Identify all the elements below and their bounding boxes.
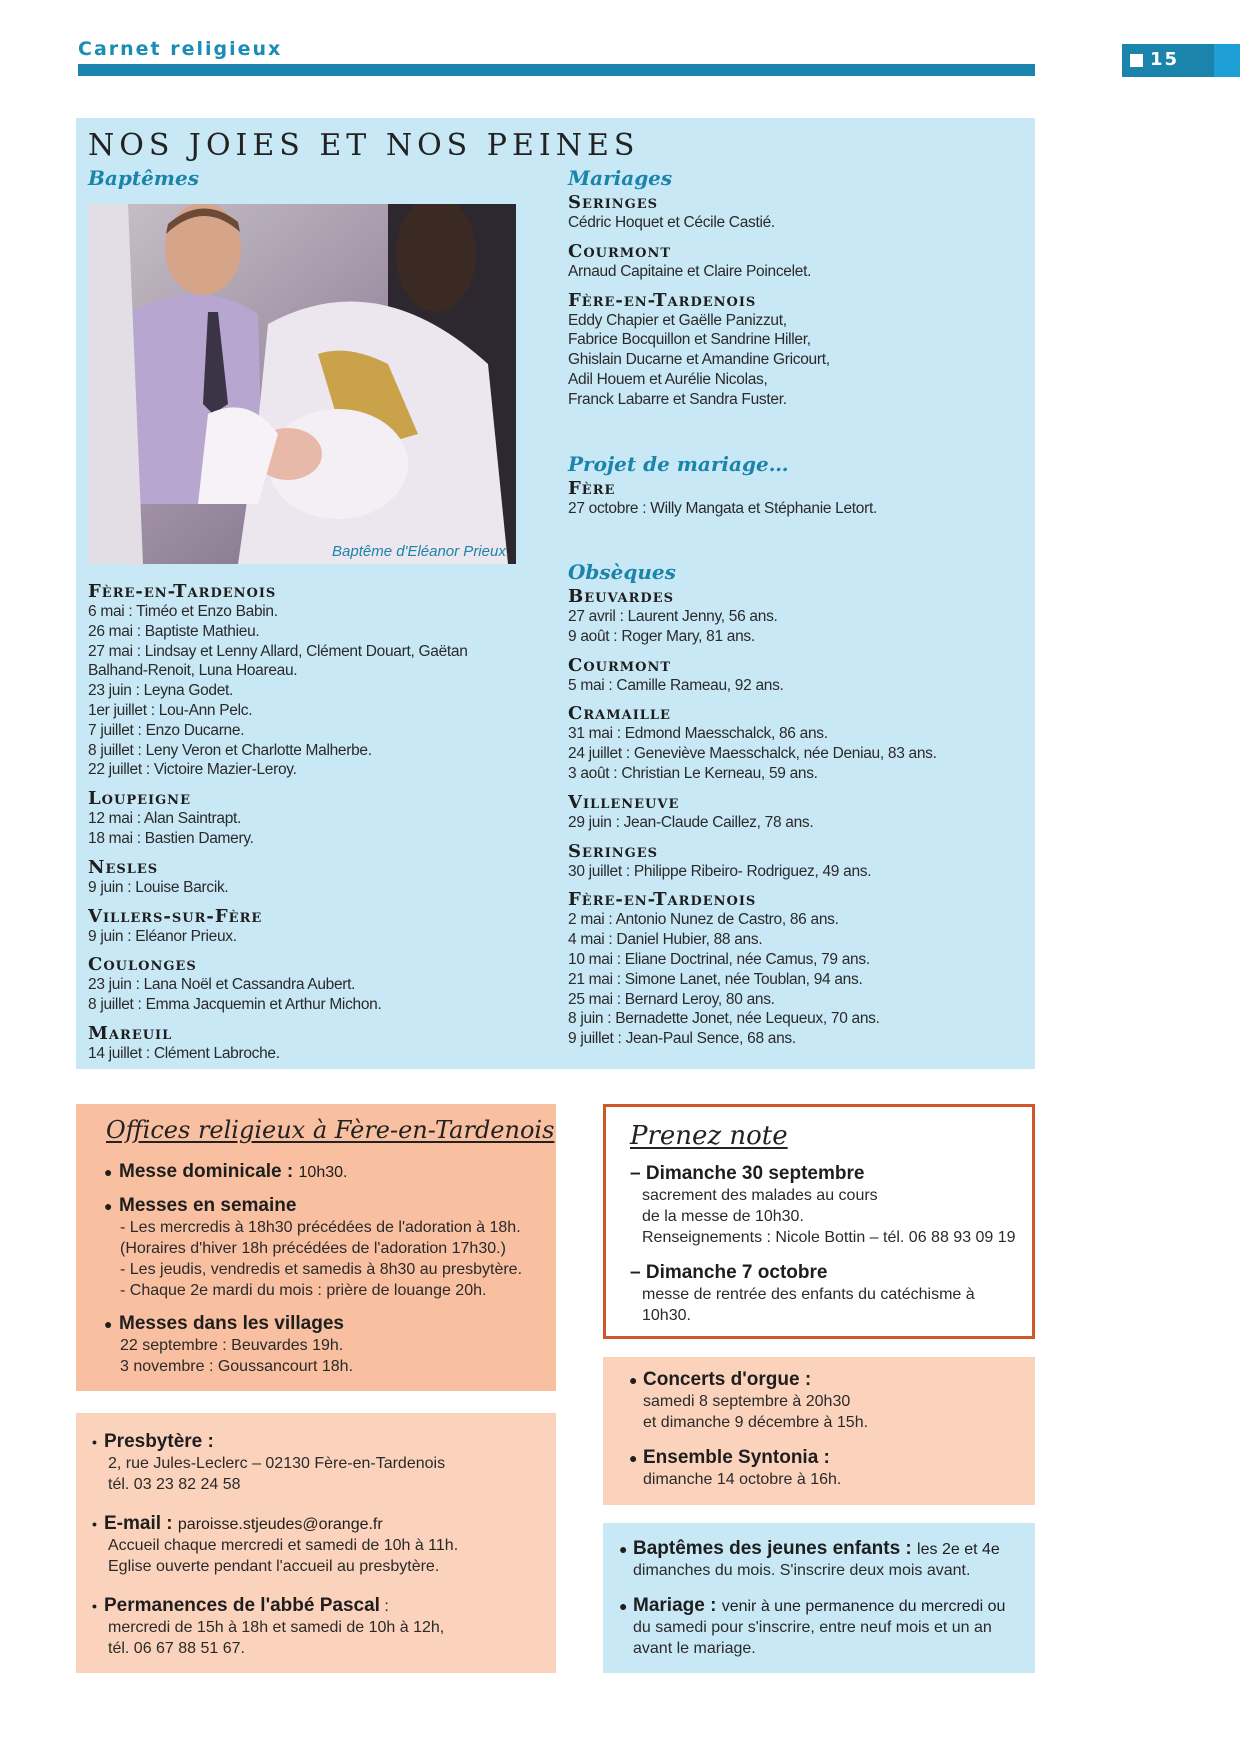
entry-line: 12 mai : Alan Saintrapt.	[88, 810, 242, 828]
place-entries	[568, 676, 1018, 696]
semaine-line: - Chaque 2e mardi du mois : prière de louange 20h.	[120, 1282, 487, 1299]
prenez-item-1	[630, 1163, 1030, 1248]
entry-line: 7 juillet : Enzo Ducarne.	[88, 721, 245, 739]
entry-line: 25 mai : Bernard Leroy, 80 ans.	[568, 990, 775, 1008]
permanences-colon: :	[379, 1598, 389, 1615]
entry-line: Cédric Hoquet et Cécile Castié.	[568, 214, 775, 231]
messe-dominicale	[104, 1161, 347, 1183]
place-name: Fère-en-Tardenois	[568, 289, 757, 311]
bapteme-photo	[88, 204, 516, 564]
offices-title: Offices religieux à Fère-en-Tardenois	[106, 1116, 555, 1144]
enfants-line: dimanches du mois. S'inscrire deux mois avant.	[633, 1562, 971, 1579]
email-block	[92, 1513, 542, 1577]
projet-list	[568, 470, 1018, 519]
place-name: Nesles	[88, 856, 159, 878]
entry-line: 29 juin : Jean-Claude Caillez, 78 ans.	[568, 813, 814, 831]
entry-line: 8 juin : Bernadette Jonet, née Lequeux, 70 ans.	[568, 1010, 880, 1028]
orgue-line: samedi 8 septembre à 20h30	[643, 1393, 851, 1410]
place-entries	[88, 975, 538, 1015]
email-line: Eglise ouverte pendant l'accueil au presbytère.	[108, 1558, 440, 1575]
enfants-text: les 2e et 4e	[917, 1541, 1000, 1558]
enfants-label: Baptêmes des jeunes enfants :	[633, 1538, 912, 1559]
villages-line: 22 septembre : Beuvardes 19h.	[120, 1337, 344, 1354]
entry-line: 9 juin : Eléanor Prieux.	[88, 927, 237, 945]
baptemes-list	[88, 573, 538, 1064]
orgue-block	[629, 1369, 1019, 1433]
place-name: Coulonges	[88, 954, 197, 976]
entry-line: Arnaud Capitaine et Claire Poincelet.	[568, 262, 812, 280]
enfants-block	[619, 1538, 1024, 1581]
entry-line: 1er juillet : Lou-Ann Pelc.	[88, 701, 253, 719]
baptemes-heading: Baptêmes	[88, 166, 199, 190]
item1-line: sacrement des malades au cours	[642, 1187, 878, 1204]
page-number-tab	[1122, 44, 1240, 77]
villages-label: Messes dans les villages	[119, 1313, 344, 1334]
entry-line: 27 octobre : Willy Mangata et Stéphanie Letort.	[568, 500, 878, 517]
entry-line: 27 avril : Laurent Jenny, 56 ans.	[568, 608, 778, 625]
mariage-line: du samedi pour s'inscrire, entre neuf mois et un an	[633, 1619, 992, 1636]
place-entries	[568, 311, 1018, 410]
photo-caption: Baptême d'Eléanor Prieux.	[332, 543, 510, 560]
item2-line: 10h30.	[642, 1307, 691, 1324]
entry-line: Eddy Chapier et Gaëlle Panizzut,	[568, 311, 787, 329]
place-entries	[568, 213, 1018, 233]
projet-heading: Projet de mariage…	[568, 452, 789, 476]
place-name: Loupeigne	[88, 788, 191, 810]
page-tab-stripe	[1214, 44, 1240, 77]
place-entries	[568, 724, 1018, 783]
orgue-label: Concerts d'orgue :	[643, 1369, 812, 1390]
entry-line: Fabrice Bocquillon et Sandrine Hiller,	[568, 331, 811, 349]
syntonia-label: Ensemble Syntonia :	[643, 1447, 830, 1468]
item2-line: messe de rentrée des enfants du catéchisme à	[642, 1286, 975, 1303]
place-entries	[568, 813, 1018, 833]
messes-villages	[104, 1313, 544, 1377]
prenez-item-2	[630, 1262, 1030, 1326]
bullet-icon: •	[92, 1434, 97, 1450]
photo-illustration	[88, 204, 516, 564]
item2-label: – Dimanche 7 octobre	[630, 1262, 828, 1283]
permanences-label: Permanences de l'abbé Pascal	[104, 1595, 380, 1616]
mariage-text: venir à une permanence du mercredi ou	[721, 1598, 1006, 1615]
place-name: Courmont	[568, 240, 672, 262]
place-entries	[88, 927, 538, 947]
syntonia-line: dimanche 14 octobre à 16h.	[643, 1471, 842, 1488]
place-name: Fère-en-Tardenois	[88, 581, 277, 602]
entry-line: 21 mai : Simone Lanet, née Toublan, 94 ans.	[568, 970, 863, 988]
presbytere-line: tél. 03 23 82 24 58	[108, 1476, 241, 1493]
bullet-icon: ●	[629, 1450, 638, 1466]
offices-box	[76, 1104, 556, 1391]
entry-line: 9 juin : Louise Barcik.	[88, 878, 229, 896]
bullet-icon: •	[92, 1598, 97, 1614]
email-label: E-mail :	[104, 1513, 173, 1534]
bullet-icon: ●	[619, 1598, 628, 1614]
mariage-block	[619, 1595, 1024, 1659]
entry-line: 4 mai : Daniel Hubier, 88 ans.	[568, 931, 763, 949]
place-name: Courmont	[568, 654, 672, 676]
entry-line: 8 juillet : Leny Veron et Charlotte Malherbe.	[88, 741, 372, 759]
entry-line: Franck Labarre et Sandra Fuster.	[568, 390, 787, 408]
entry-line: 30 juillet : Philippe Ribeiro- Rodriguez, 49 ans.	[568, 862, 872, 880]
obseques-list	[568, 578, 1018, 1049]
entry-line: 23 juin : Lana Noël et Cassandra Aubert.	[88, 976, 356, 994]
mariage-label: Mariage :	[633, 1595, 717, 1616]
mariages-list	[568, 184, 1018, 410]
semaine-line: (Horaires d'hiver 18h précédées de l'adoration 17h30.)	[120, 1240, 506, 1257]
square-icon	[1130, 54, 1143, 67]
entry-line: 3 août : Christian Le Kerneau, 59 ans.	[568, 764, 818, 782]
entry-line: 8 juillet : Emma Jacquemin et Arthur Michon.	[88, 996, 382, 1014]
entry-line: 5 mai : Camille Rameau, 92 ans.	[568, 676, 784, 694]
permanences-block	[92, 1595, 542, 1659]
entry-line: 27 mai : Lindsay et Lenny Allard, Clément Douart, Gaëtan	[88, 642, 468, 660]
dominicale-time: 10h30.	[298, 1164, 348, 1181]
entry-line: 6 mai : Timéo et Enzo Babin.	[88, 603, 278, 620]
header-rule	[78, 64, 1035, 76]
entry-line: 9 août : Roger Mary, 81 ans.	[568, 627, 755, 645]
entry-line: 14 juillet : Clément Labroche.	[88, 1044, 280, 1062]
place-entries	[568, 862, 1018, 882]
contact-box	[76, 1413, 556, 1673]
place-name: Mareuil	[88, 1022, 173, 1044]
email-line: Accueil chaque mercredi et samedi de 10h à 11h.	[108, 1537, 459, 1554]
prenez-note-box	[603, 1104, 1035, 1339]
bullet-icon: ●	[104, 1198, 113, 1214]
bullet-icon: •	[92, 1516, 97, 1532]
place-entries	[568, 910, 1018, 1049]
bullet-icon: ●	[104, 1164, 113, 1180]
entry-line: 31 mai : Edmond Maesschalck, 86 ans.	[568, 725, 828, 743]
section-title: Carnet religieux	[78, 38, 283, 60]
entry-line: 22 juillet : Victoire Mazier-Leroy.	[88, 761, 297, 779]
entry-line: 2 mai : Antonio Nunez de Castro, 86 ans.	[568, 911, 839, 929]
messes-semaine	[104, 1195, 544, 1301]
item1-line: de la messe de 10h30.	[642, 1208, 804, 1225]
inscriptions-box	[603, 1523, 1035, 1673]
place-name: Villeneuve	[568, 791, 680, 813]
page-number: 15	[1150, 49, 1180, 70]
presbytere-block	[92, 1431, 542, 1495]
place-name: Seringes	[568, 840, 659, 862]
entry-line: 9 juillet : Jean-Paul Sence, 68 ans.	[568, 1030, 796, 1048]
entry-line: 10 mai : Eliane Doctrinal, née Camus, 79 ans.	[568, 950, 870, 968]
panel-title: NOS JOIES ET NOS PEINES	[88, 128, 640, 163]
obseques-heading: Obsèques	[568, 560, 676, 584]
place-entries	[568, 262, 1018, 282]
place-entries	[568, 499, 1018, 519]
semaine-line: - Les mercredis à 18h30 précédées de l'adoration à 18h.	[120, 1219, 521, 1236]
place-entries	[568, 607, 1018, 647]
place-entries	[88, 809, 538, 849]
orgue-line: et dimanche 9 décembre à 15h.	[643, 1414, 869, 1431]
villages-line: 3 novembre : Goussancourt 18h.	[120, 1358, 354, 1375]
entry-line: 18 mai : Bastien Damery.	[88, 829, 254, 847]
permanences-line: tél. 06 67 88 51 67.	[108, 1640, 245, 1657]
entry-line: Ghislain Ducarne et Amandine Gricourt,	[568, 351, 830, 369]
syntonia-block	[629, 1447, 1019, 1490]
bullet-icon: ●	[629, 1372, 638, 1388]
mariage-line: avant le mariage.	[633, 1640, 756, 1657]
entry-line: 24 juillet : Geneviève Maesschalck, née Deniau, 83 ans.	[568, 745, 937, 763]
place-name: Fère	[568, 478, 616, 499]
bullet-icon: ●	[619, 1541, 628, 1557]
entry-line: Adil Houem et Aurélie Nicolas,	[568, 370, 768, 388]
place-name: Cramaille	[568, 703, 671, 725]
concerts-box	[603, 1357, 1035, 1505]
semaine-label: Messes en semaine	[119, 1195, 297, 1216]
place-name: Villers-sur-Fère	[88, 905, 263, 927]
place-name: Beuvardes	[568, 586, 674, 607]
prenez-title: Prenez note	[630, 1121, 788, 1151]
permanences-line: mercredi de 15h à 18h et samedi de 10h à 12h,	[108, 1619, 445, 1636]
place-entries	[88, 878, 538, 898]
entry-line: 26 mai : Baptiste Mathieu.	[88, 622, 260, 640]
joies-peines-panel	[76, 118, 1035, 1069]
place-entries	[88, 602, 538, 780]
presbytere-line: 2, rue Jules-Leclerc – 02130 Fère-en-Tardenois	[108, 1455, 446, 1472]
presbytere-label: Presbytère :	[104, 1431, 214, 1452]
bullet-icon: ●	[104, 1316, 113, 1332]
mariages-heading: Mariages	[568, 166, 673, 190]
place-name: Fère-en-Tardenois	[568, 889, 757, 911]
place-entries	[88, 1044, 538, 1064]
item1-label: – Dimanche 30 septembre	[630, 1163, 865, 1184]
dominicale-label: Messe dominicale :	[119, 1161, 294, 1182]
email-link[interactable]: paroisse.stjeudes@orange.fr	[177, 1516, 383, 1533]
item1-line: Renseignements : Nicole Bottin – tél. 06 88 93 09 19	[642, 1229, 1016, 1246]
entry-line: Balhand-Renoit, Luna Hoareau.	[88, 662, 298, 680]
place-name: Seringes	[568, 192, 659, 213]
entry-line: 23 juin : Leyna Godet.	[88, 682, 234, 700]
semaine-line: - Les jeudis, vendredis et samedis à 8h30 au presbytère.	[120, 1261, 523, 1278]
